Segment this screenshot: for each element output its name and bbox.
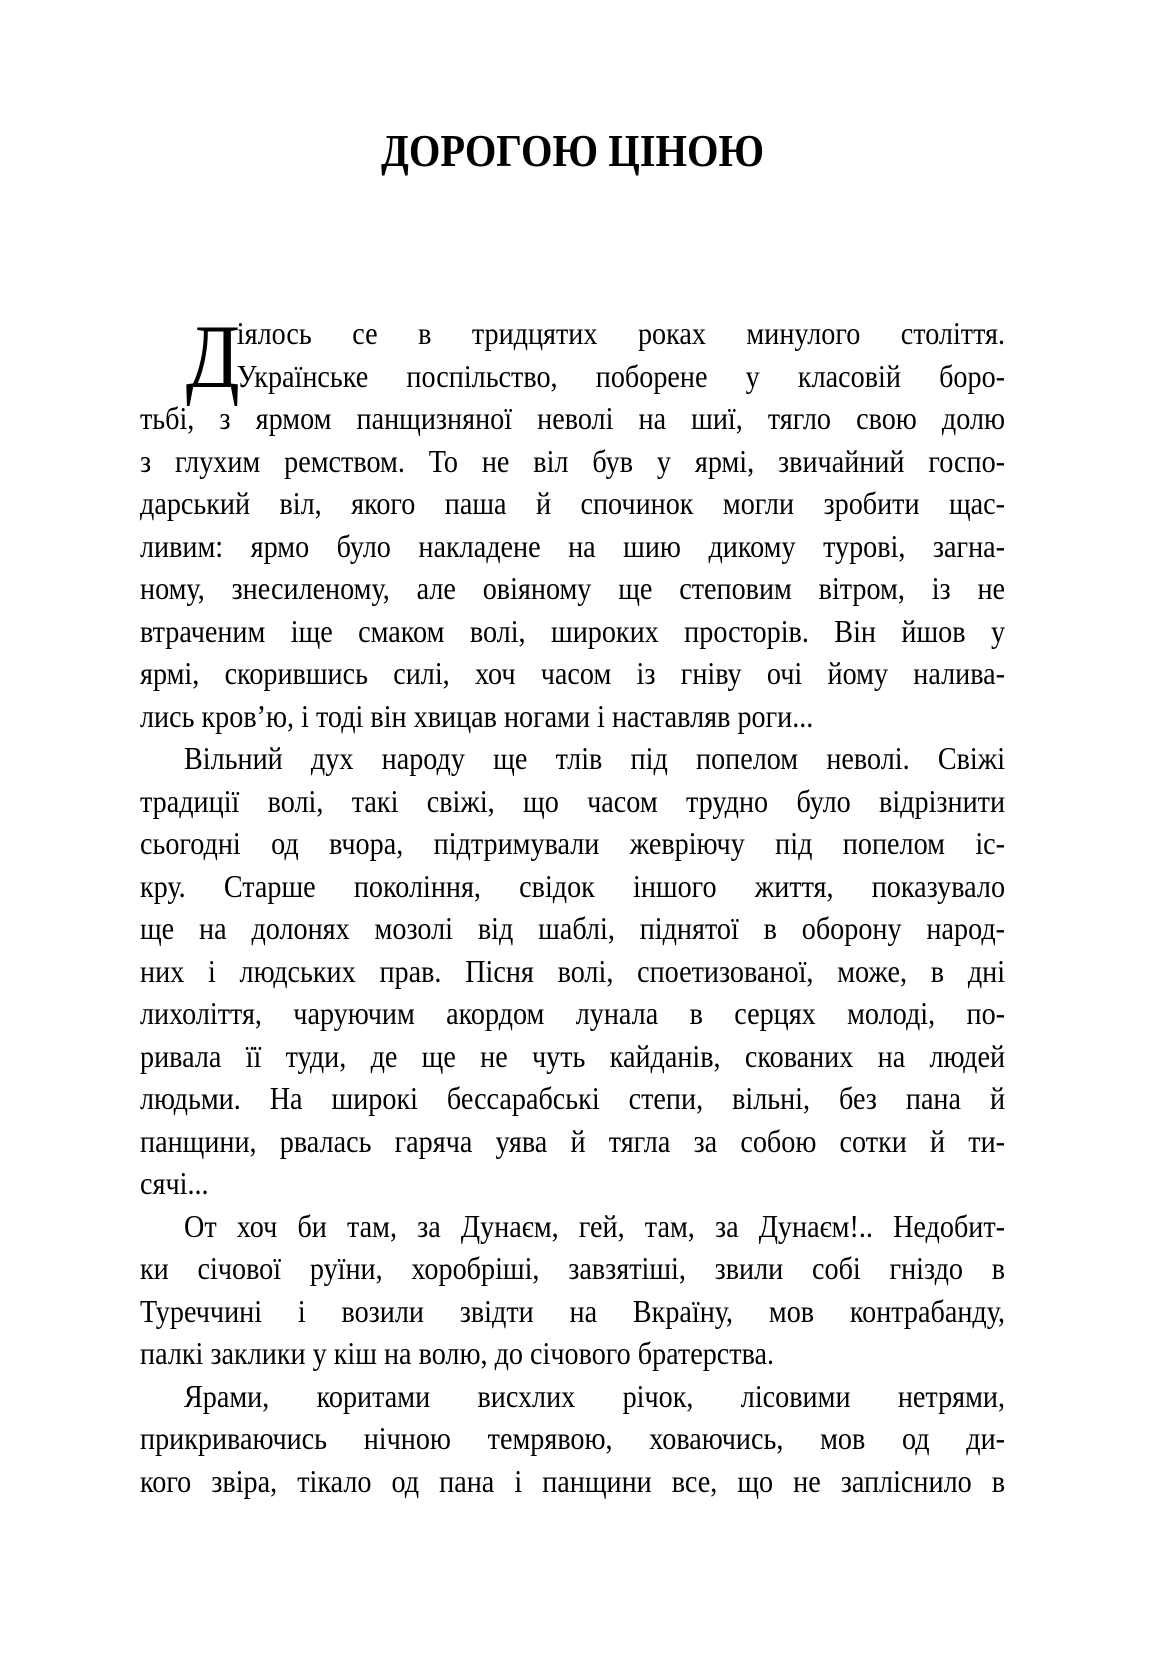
text-line: прикриваючись нічною темрявою, ховаючись, мов од ди- — [140, 1420, 1006, 1456]
text-line: іялось се в тридцятих роках минулого століття. — [236, 315, 1006, 351]
text-line: кого звіра, тікало од пана і панщини все, що не запліснило в — [140, 1462, 1006, 1499]
text-line: сьогодні од вчора, підтримували жевріючу під попелом іс- — [140, 825, 1006, 861]
text-line: сячі... — [140, 1165, 209, 1201]
text-line: От хоч би там, за Дунаєм, гей, там, за Дунаєм!.. Недобит- — [184, 1207, 1006, 1244]
body-text — [140, 308, 1006, 1502]
chapter-title: ДОРОГОЮ ЦІНОЮ — [380, 124, 765, 176]
text-line: ще на долонях мозолі від шаблі, піднятої в оборону народ- — [140, 910, 1006, 946]
text-line: ливим: ярмо було накладене на шию дикому турові, загна- — [140, 527, 1006, 564]
drop-cap: Д — [185, 308, 240, 407]
text-line: лись кров’ю, і тоді він хвицав ногами і наставляв роги... — [140, 697, 814, 734]
text-line: втраченим іще смаком волі, широких просторів. Він йшов у — [140, 612, 1006, 649]
text-line: ному, знесиленому, але овіяному ще степовим вітром, із не — [140, 570, 1006, 606]
text-line: Вільний дух народу ще тлів під попелом неволі. Свіжі — [184, 740, 1006, 776]
text-line: лихоліття, чаруючим акордом лунала в серцях молоді, по- — [140, 995, 1006, 1031]
text-line: Ярами, коритами висхлих річок, лісовими нетрями, — [184, 1377, 1006, 1414]
text-line: ярмі, скорившись силі, хоч часом із гніву очі йому налива- — [140, 655, 1006, 691]
text-line: них і людських прав. Пісня волі, споетизованої, може, в дні — [140, 952, 1006, 989]
text-line: панщини, рвалась гаряча уява й тягла за собою сотки й ти- — [140, 1122, 1006, 1159]
text-line: людьми. На широкі бессарабські степи, вільні, без пана й — [140, 1080, 1006, 1116]
text-line: ривала її туди, де ще не чуть кайданів, скованих на людей — [140, 1037, 1006, 1074]
text-line: тьбі, з ярмом панщизняної неволі на шиї, тягло свою долю — [140, 400, 1006, 436]
text-line: ки січової руїни, хоробріші, завзятіші, звили собі гніздо в — [140, 1250, 1006, 1286]
text-line: дарський віл, якого паша й спочинок могли зробити щас- — [140, 485, 1006, 521]
text-line: Туреччині і возили звідти на Вкраїну, мов контрабанду, — [140, 1292, 1006, 1329]
text-line: Українське поспільство, поборене у класовій боро- — [236, 357, 1006, 394]
text-line: традиції волі, такі свіжі, що часом трудно було відрізнити — [140, 782, 1006, 819]
text-line: з глухим ремством. То не віл був у ярмі, звичайний госпо- — [140, 442, 1006, 479]
text-line: кру. Старше покоління, свідок іншого життя, показувало — [140, 867, 1006, 904]
text-line: палкі заклики у кіш на волю, до січового братерства. — [140, 1335, 775, 1371]
